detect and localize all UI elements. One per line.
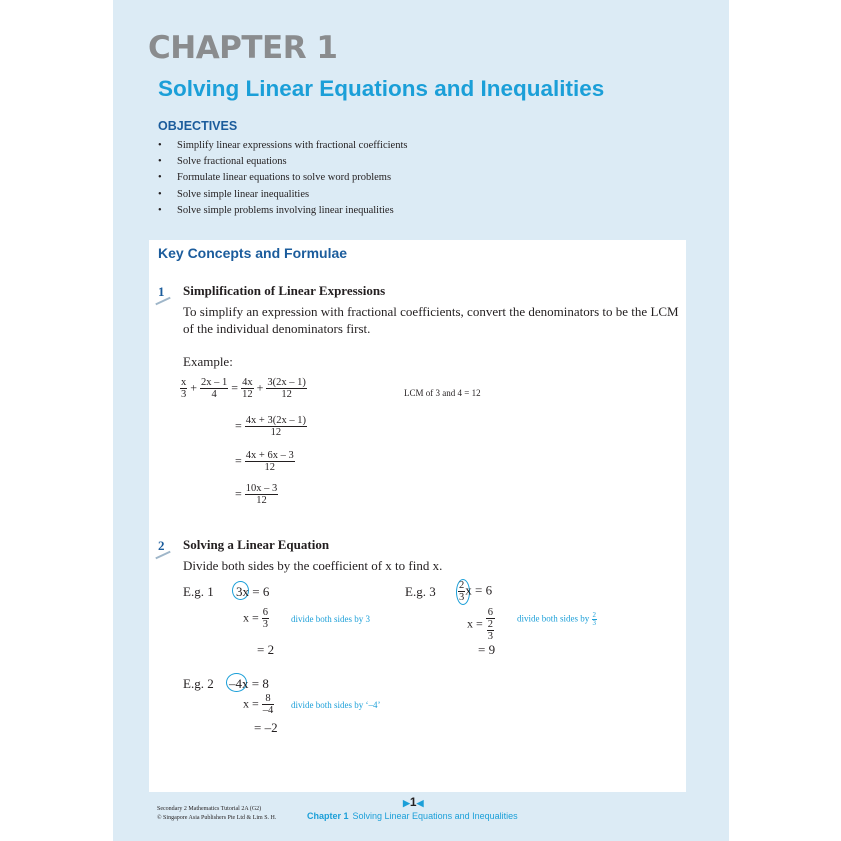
- example-2-step: x = $\frac{8}{-4}$: [243, 693, 274, 716]
- fraction: $\frac{2}{3}$: [487, 619, 494, 642]
- fraction: $\frac{4x}{12}$: [242, 377, 253, 400]
- example-1-note: divide both sides by 3: [291, 614, 370, 624]
- example-1-step: x = $\frac{6}{3}$: [243, 607, 269, 630]
- fraction: $\frac{6}{3}$: [262, 607, 269, 630]
- fraction: $\frac{4x + 6x - 3}{12}$: [245, 450, 294, 473]
- page: [113, 0, 729, 841]
- example-2-result: = –2: [254, 720, 278, 735]
- fraction: $\frac{10x - 3}{12}$: [245, 483, 278, 506]
- example-1-equation: 3x = 6: [236, 584, 270, 599]
- example-2-equation: –4x = 8: [229, 676, 269, 691]
- chapter-heading: CHAPTER 1: [148, 30, 338, 66]
- example-1-result: = 2: [257, 642, 275, 657]
- section-2-title: Solving a Linear Equation: [183, 537, 330, 552]
- arrow-right-icon: ▶: [403, 798, 410, 808]
- fraction: $\frac{2}{3}$: [592, 611, 596, 627]
- objective-item: • Simplify linear expressions with fractional coefficients: [158, 140, 408, 151]
- example-2-note: divide both sides by ‘–4’: [291, 700, 381, 710]
- page-number: ▶1◀: [403, 795, 424, 809]
- example-3-label: E.g. 3: [405, 584, 436, 599]
- chapter-title: Solving Linear Equations and Inequalities: [158, 76, 605, 101]
- equation-line-3: = $\frac{4x + 6x - 3}{12}$: [235, 450, 294, 473]
- equation-line-1: $\frac{x}{3}$ + $\frac{2x - 1}{4}$ = $\frac{4x}{12}$ + $\frac{3(2x - 1)}{12}$: [181, 377, 306, 400]
- section-2-text: Divide both sides by the coefficient of x to find x.: [183, 558, 443, 573]
- key-concepts-title: Key Concepts and Formulae: [158, 245, 348, 261]
- section-1-text: To simplify an expression with fractional coefficients, convert the denominators to be the LCM of the individual denominators first.: [183, 304, 679, 336]
- equation-line-2: = $\frac{4x + 3(2x - 1)}{12}$: [235, 415, 306, 438]
- objective-item: • Solve fractional equations: [158, 156, 287, 168]
- objective-item: • Formulate linear equations to solve word problems: [158, 172, 392, 184]
- example-label: Example:: [183, 354, 233, 369]
- example-2-label: E.g. 2: [183, 676, 214, 691]
- section-1-title: Simplification of Linear Expressions: [183, 283, 386, 298]
- arrow-left-icon: ◀: [416, 798, 424, 808]
- fraction: $\frac{2x - 1}{4}$: [201, 377, 228, 400]
- objective-item: • Solve simple linear inequalities: [158, 188, 310, 200]
- fraction: $\frac{8}{-4}$: [262, 693, 274, 716]
- example-3-step: x = $\frac{6}{\frac{2}{3}}$: [467, 607, 494, 642]
- lcm-note: LCM of 3 and 4 = 12: [404, 388, 481, 398]
- example-3-result: = 9: [478, 642, 496, 657]
- objectives-heading: OBJECTIVES: [158, 119, 238, 133]
- objectives-list: [158, 138, 407, 219]
- footer-chapter: Chapter 1 Solving Linear Equations and Inequalities: [307, 811, 518, 821]
- fraction: $\frac{3(2x - 1)}{12}$: [267, 377, 306, 400]
- section-number-1: 1: [158, 284, 165, 299]
- fraction: $\frac{2}{3}$: [459, 580, 465, 603]
- fraction: $\frac{4x + 3(2x - 1)}{12}$: [245, 415, 306, 438]
- compound-fraction: $\frac{6}{\frac{2}{3}}$: [487, 607, 494, 642]
- example-3-equation: $\frac{2}{3}$ x = 6: [459, 580, 493, 603]
- example-3-note: divide both sides by $\frac{2}{3}$: [517, 611, 596, 627]
- section-number-2: 2: [158, 538, 165, 553]
- objective-item: • Solve simple problems involving linear inequalities: [158, 204, 394, 216]
- equation-line-4: = $\frac{10x - 3}{12}$: [235, 483, 278, 506]
- example-1-label: E.g. 1: [183, 584, 214, 599]
- footer-credits: Secondary 2 Mathematics Tutorial 2A (G2) © Singapore Asia Publishers Pte Ltd & Lim S. H.: [157, 806, 277, 821]
- key-concepts-panel: [149, 240, 686, 792]
- fraction: $\frac{x}{3}$: [181, 377, 187, 400]
